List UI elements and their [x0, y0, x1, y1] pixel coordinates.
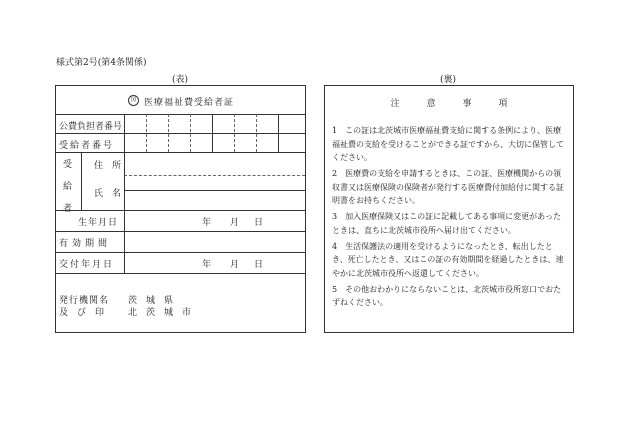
name-label: 氏 名: [94, 189, 122, 199]
recipient-vertical-char-1: 受: [63, 160, 73, 170]
certificate-title: 医療福祉費受給者証: [144, 98, 235, 108]
note-item-2: 2 医療費の支給を申請するときは、この証、医療機関からの領収書又は医療保険の保険者が発行する医療費付加給付に関する証明書をお持ちください。: [332, 169, 564, 205]
notes-title-char: 項: [498, 99, 508, 109]
grid-line: [56, 152, 305, 153]
digit-separator: [146, 114, 147, 152]
note-item-1: 1 この証は北茨城市医療福祉費支給に関する条例により、医療福祉費の支給を受けることができる証ですから、大切に保管してください。: [332, 126, 564, 162]
notes-title-char: 注: [390, 99, 400, 109]
grid-line: [56, 273, 305, 274]
issuer-city: 北 茨 城 市: [128, 308, 192, 318]
notes-title-char: 事: [462, 99, 472, 109]
note-item-4: 4 生活保護法の適用を受けるようになったとき、転出したとき、死亡したとき、又はこの証の有効期間を経過したときは、速やかに北茨城市役所へ返還してください。: [332, 241, 564, 278]
note-item-5: 5 その他おわかりにならないことは、北茨城市役所窓口でおたずねください。: [332, 284, 562, 307]
digit-separator: [234, 114, 235, 152]
digit-separator: [278, 114, 279, 152]
certificate-title-row: [56, 86, 305, 115]
birth-year-unit: 年: [202, 218, 212, 228]
grid-line: [124, 190, 305, 191]
birth-day-unit: 日: [254, 218, 264, 228]
back-side-label: (裏): [440, 75, 457, 85]
grid-line: [56, 133, 305, 134]
note-item-3: 3 加入医療保険又はこの証に記載してある事項に変更があったときは、直ちに北茨城市役所へ届け出てください。: [332, 212, 562, 235]
front-side-label: (表): [172, 75, 189, 85]
grid-line: [56, 231, 305, 232]
grid-vline: [124, 114, 125, 273]
notes-title-char: 意: [426, 99, 436, 109]
seal-icon: 図: [128, 95, 139, 106]
digit-separator: [168, 114, 169, 152]
certificate-front: [55, 85, 306, 333]
payer-number-label: 公費負担者番号: [59, 122, 123, 132]
address-label: 住 所: [94, 161, 122, 171]
issue-month-unit: 月: [230, 260, 240, 270]
grid-line: [56, 252, 305, 253]
birth-month-unit: 月: [230, 218, 240, 228]
digit-separator: [212, 114, 213, 152]
birth-date-label: 生年月日: [78, 218, 119, 228]
form-number: 様式第2号(第4条関係): [56, 58, 147, 68]
issuer-prefecture: 茨 城 県: [128, 296, 174, 306]
grid-vline: [81, 152, 82, 210]
certificate-back: [324, 85, 574, 333]
recipient-vertical-char-3: 者: [63, 204, 73, 214]
notes-title: [325, 96, 573, 109]
grid-dash: [124, 175, 305, 176]
grid-line: [56, 210, 305, 211]
recipient-number-label: 受給者番号: [59, 141, 115, 151]
valid-period-label: 有効期間: [59, 239, 112, 249]
issue-date-label: 交付年月日: [59, 260, 115, 270]
issuer-label-line-1: 発行機関名: [59, 296, 110, 306]
issue-year-unit: 年: [202, 260, 212, 270]
issue-day-unit: 日: [254, 260, 264, 270]
digit-separator: [190, 114, 191, 152]
issuer-label-line-2: 及 び 印: [59, 308, 105, 318]
notes-list: [331, 124, 567, 312]
recipient-vertical-char-2: 給: [63, 182, 73, 192]
digit-separator: [256, 114, 257, 152]
